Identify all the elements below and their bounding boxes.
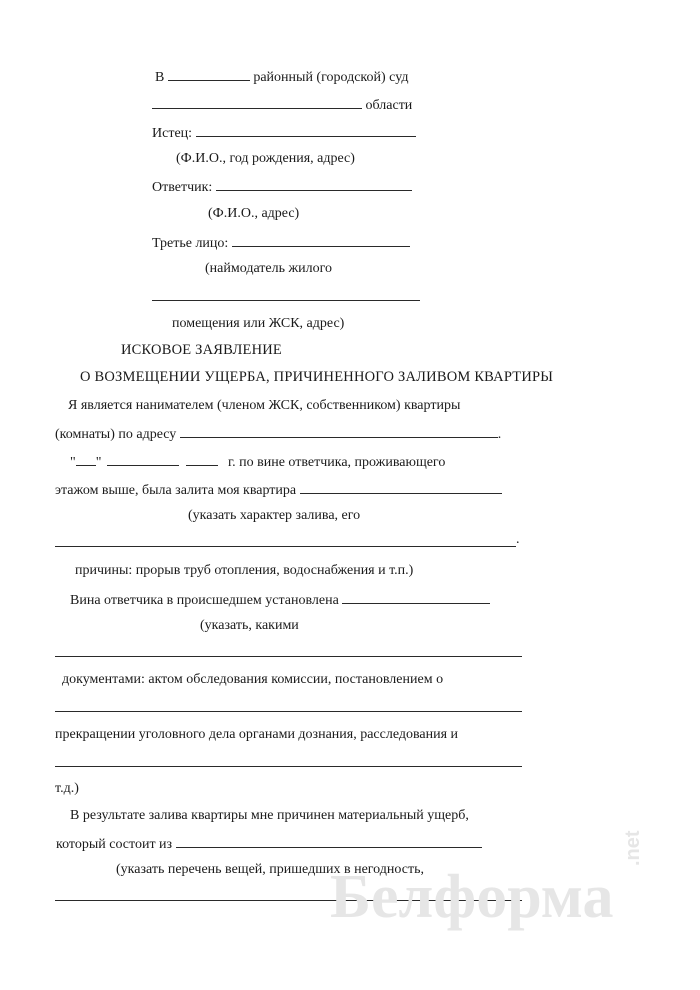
consists-label: который состоит из xyxy=(56,837,173,852)
court-line xyxy=(155,68,408,86)
guilt-documents-field[interactable] xyxy=(342,591,490,604)
documents-field-1[interactable] xyxy=(55,656,522,657)
third-party-address-field[interactable] xyxy=(152,300,420,301)
flooded-label: этажом выше, была залита моя квартира xyxy=(55,483,297,498)
plaintiff-hint: (Ф.И.О., год рождения, адрес) xyxy=(176,151,355,166)
watermark-logo: Белформа xyxy=(330,863,614,931)
court-prefix: В xyxy=(155,70,165,85)
plaintiff-line xyxy=(152,124,416,142)
month-field[interactable] xyxy=(107,453,179,466)
plaintiff-label: Истец: xyxy=(152,126,193,141)
damage-items-field[interactable] xyxy=(176,835,482,848)
flood-cause-field[interactable] xyxy=(55,546,516,547)
year-field[interactable] xyxy=(186,453,218,466)
defendant-line xyxy=(152,178,412,196)
defendant-hint: (Ф.И.О., адрес) xyxy=(208,206,300,221)
p3-hint4: т.д.) xyxy=(55,781,79,796)
guilt-label: Вина ответчика в происшедшем установлена xyxy=(70,593,339,608)
address-field[interactable] xyxy=(180,425,498,438)
p3-line1 xyxy=(70,591,490,609)
document-title: ИСКОВОЕ ЗАЯВЛЕНИЕ xyxy=(121,342,282,358)
p4-line2 xyxy=(56,835,482,853)
p2-hint2: причины: прорыв труб отопления, водоснабжения и т.п.) xyxy=(75,563,414,578)
third-party-field[interactable] xyxy=(232,234,410,247)
region-field[interactable] xyxy=(152,96,362,109)
plaintiff-field[interactable] xyxy=(196,124,416,137)
day-field[interactable] xyxy=(76,453,96,466)
p1-line2 xyxy=(55,425,501,443)
watermark-domain: .net xyxy=(622,830,644,866)
third-party-hint-2: помещения или ЖСК, адрес) xyxy=(172,316,345,331)
p2-line1 xyxy=(70,453,445,471)
defendant-label: Ответчик: xyxy=(152,180,213,195)
p2-hint1: (указать характер залива, его xyxy=(188,508,361,523)
flood-nature-field[interactable] xyxy=(300,481,502,494)
documents-field-2[interactable] xyxy=(55,711,522,712)
court-city-field[interactable] xyxy=(168,68,250,81)
address-label: (комнаты) по адресу xyxy=(55,427,177,442)
p3-hint1: (указать, какими xyxy=(200,618,299,633)
documents-field-3[interactable] xyxy=(55,766,522,767)
p3-hint2: документами: актом обследования комиссии, постановлением о xyxy=(62,672,444,687)
region-line xyxy=(152,96,412,114)
p1-line1: Я является нанимателем (членом ЖСК, собственником) квартиры xyxy=(68,398,461,413)
third-party-line xyxy=(152,234,410,252)
court-suffix: районный (городской) суд xyxy=(253,70,409,85)
p4-hint1: (указать перечень вещей, пришедших в негодность, xyxy=(116,862,424,877)
p1-period: . xyxy=(497,427,502,442)
defendant-field[interactable] xyxy=(216,178,412,191)
p2-line2 xyxy=(55,481,502,499)
third-party-label: Третье лицо: xyxy=(152,236,229,251)
p3-hint3: прекращении уголовного дела органами дознания, расследования и xyxy=(55,727,459,742)
p2-line3-period: . xyxy=(516,532,520,547)
third-party-hint-1: (наймодатель жилого xyxy=(205,261,333,276)
quote-open: " xyxy=(70,455,76,470)
p2-year-text: г. по вине ответчика, проживающего xyxy=(227,455,446,470)
quote-close: " xyxy=(95,455,102,470)
p4-line1: В результате залива квартиры мне причинен материальный ущерб, xyxy=(70,808,469,823)
region-suffix: области xyxy=(365,98,413,113)
document-subtitle: О ВОЗМЕЩЕНИИ УЩЕРБА, ПРИЧИНЕННОГО ЗАЛИВОМ КВАРТИРЫ xyxy=(80,369,554,385)
